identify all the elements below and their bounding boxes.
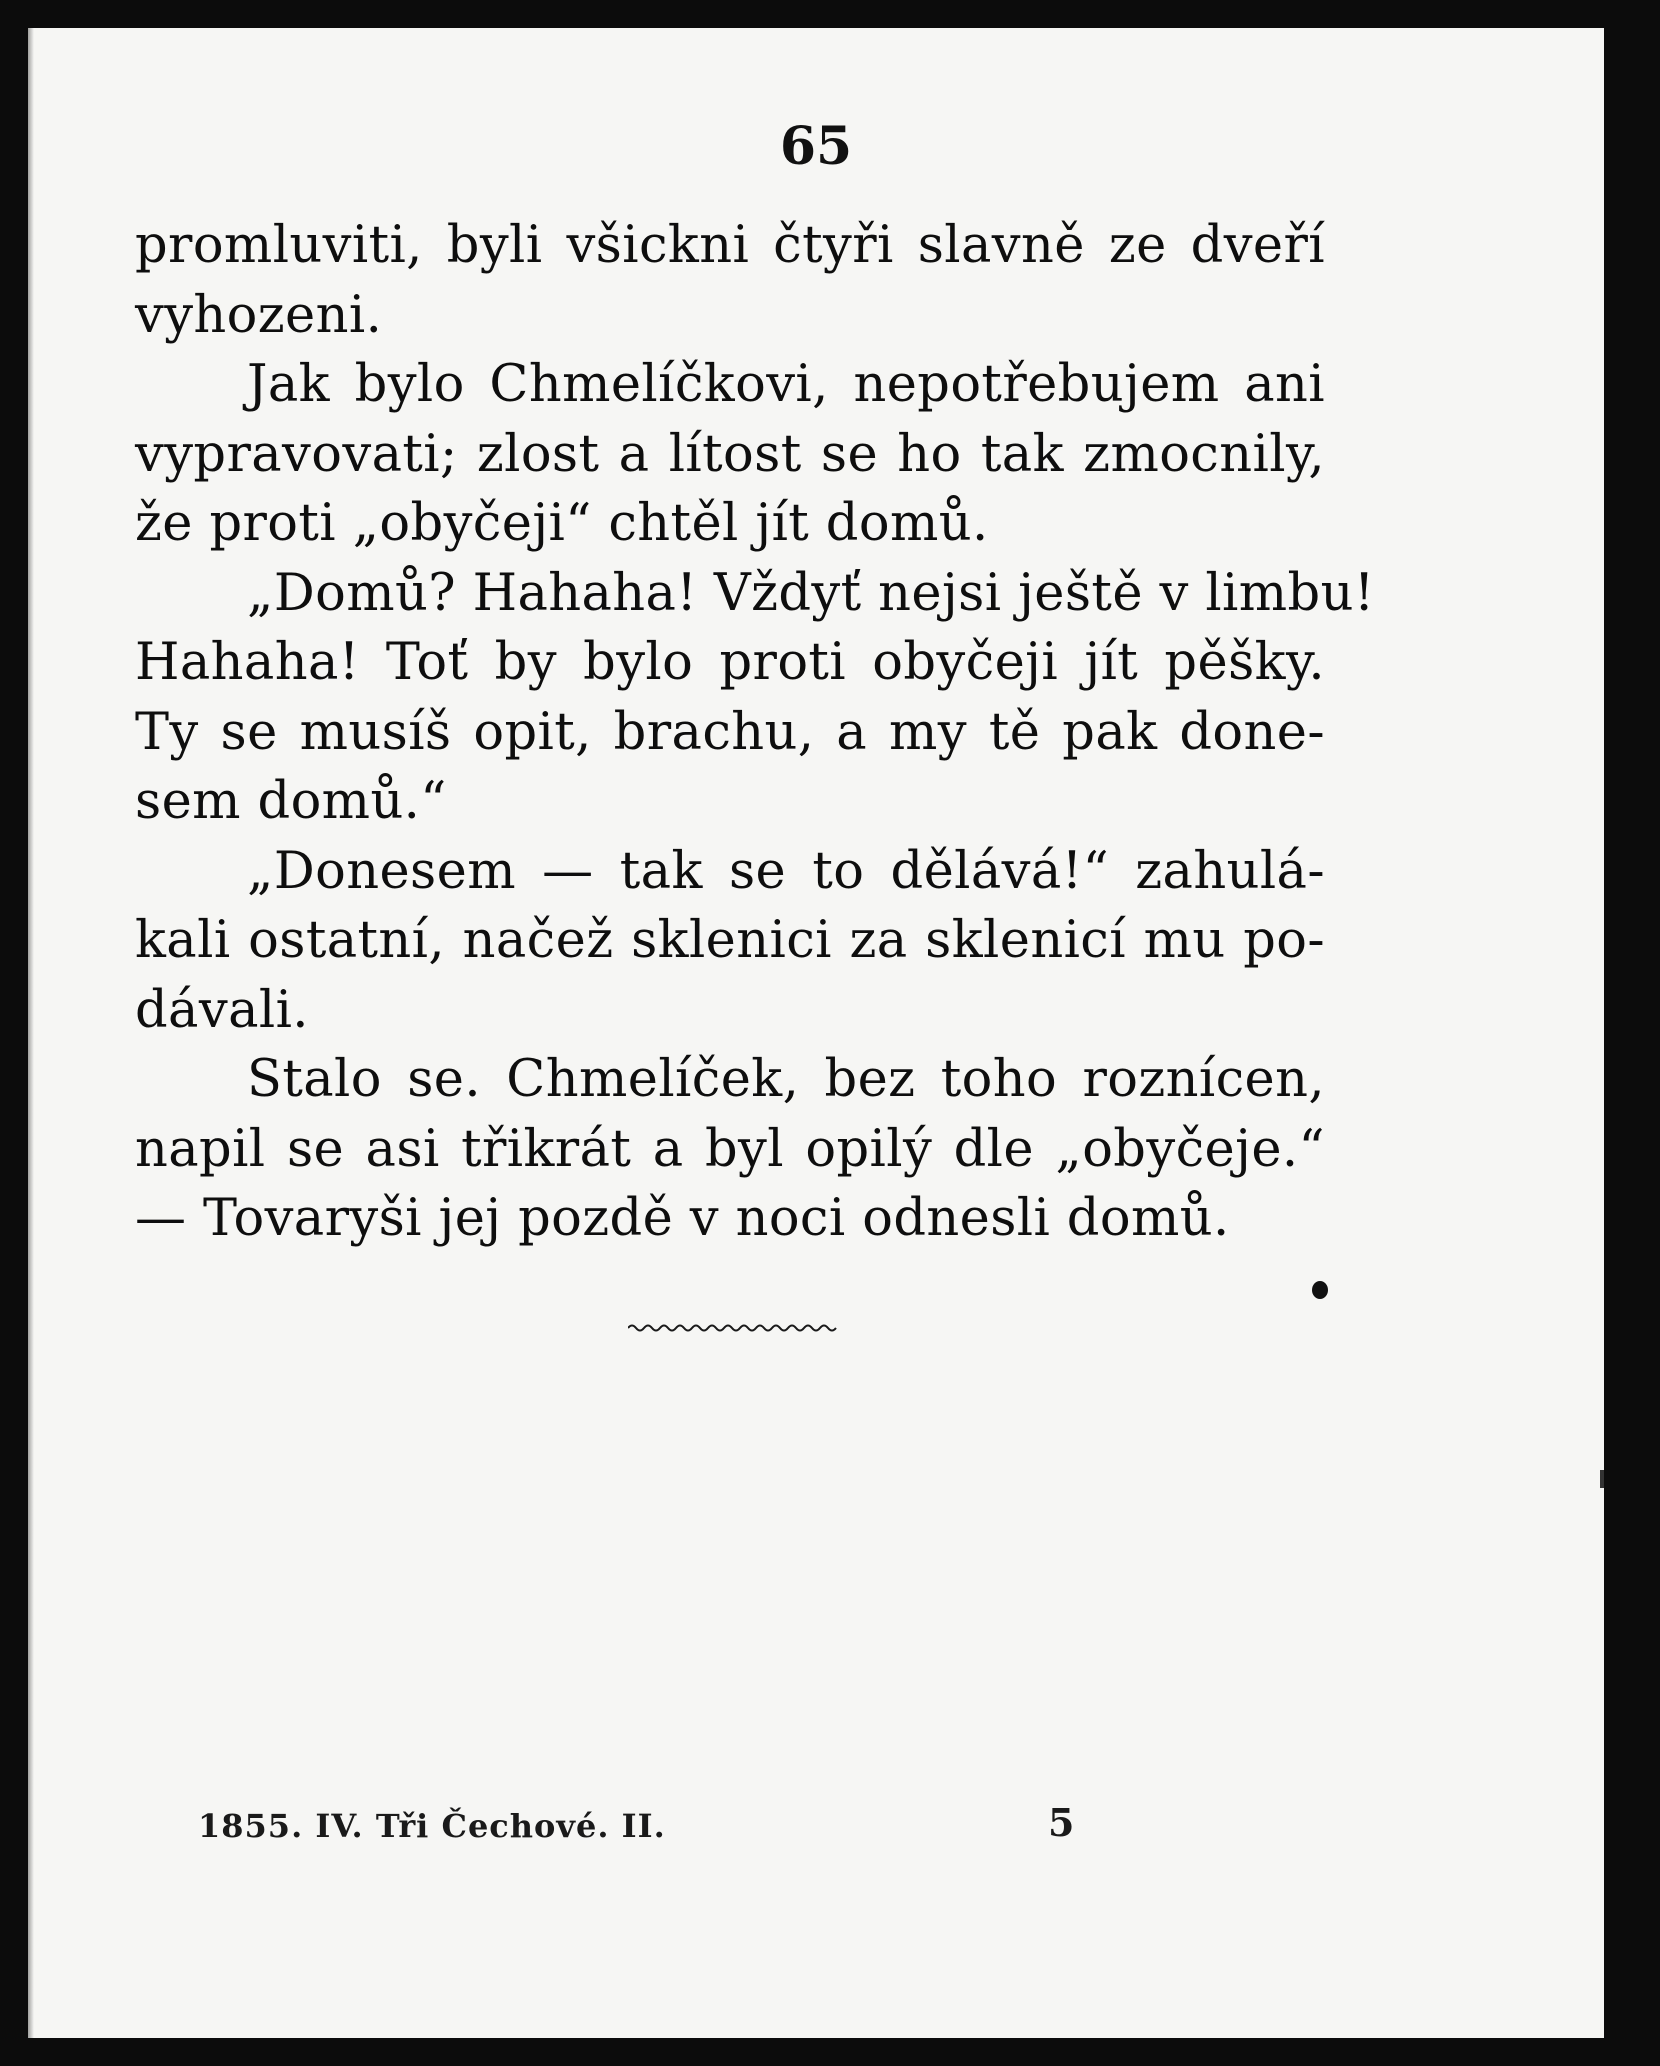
- text-line: vyhozeni.: [135, 285, 383, 345]
- text-line: — Tovaryši jej pozdě v noci odnesli domů.: [135, 1189, 1230, 1248]
- text-line: Stalo se. Chmelíček, bez toho roznícen,: [247, 1050, 1325, 1109]
- text-line: vypravovati; zlost a lítost se ho tak zmocnily,: [135, 424, 1325, 484]
- section-end-ornament: [628, 1322, 840, 1332]
- page-number: 65: [779, 116, 853, 177]
- text-line: že proti „obyčeji“ chtěl jít domů.: [135, 494, 989, 553]
- text-line: sem domů.“: [135, 772, 447, 831]
- text-line: „Domů? Hahaha! Vždyť nejsi ještě v limbu!: [247, 563, 1375, 623]
- text-line: dávali.: [135, 980, 309, 1040]
- page-edge-mark: [1600, 1470, 1604, 1488]
- sheet-number: 5: [1048, 1800, 1075, 1845]
- body-text: [135, 211, 1375, 1254]
- printer-signature: 1855. IV. Tři Čechové. II.: [198, 1807, 666, 1845]
- text-line: kali ostatní, načež sklenici za sklenicí mu po-: [135, 911, 1325, 970]
- ink-blot: [1312, 1281, 1328, 1299]
- book-page: [28, 28, 1604, 2038]
- page-edge-shadow: [28, 28, 34, 2038]
- text-line: Hahaha! Toť by bylo proti obyčeji jít pěšky.: [135, 633, 1325, 692]
- text-line: „Donesem — tak se to dělává!“ zahulá-: [247, 841, 1325, 901]
- text-line: Ty se musíš opit, brachu, a my tě pak done-: [135, 702, 1325, 762]
- text-line: promluviti, byli všickni čtyři slavně ze dveří: [135, 216, 1325, 275]
- text-line: napil se asi třikrát a byl opilý dle „obyčeje.“: [135, 1119, 1325, 1179]
- text-line: Jak bylo Chmelíčkovi, nepotřebujem ani: [247, 355, 1325, 414]
